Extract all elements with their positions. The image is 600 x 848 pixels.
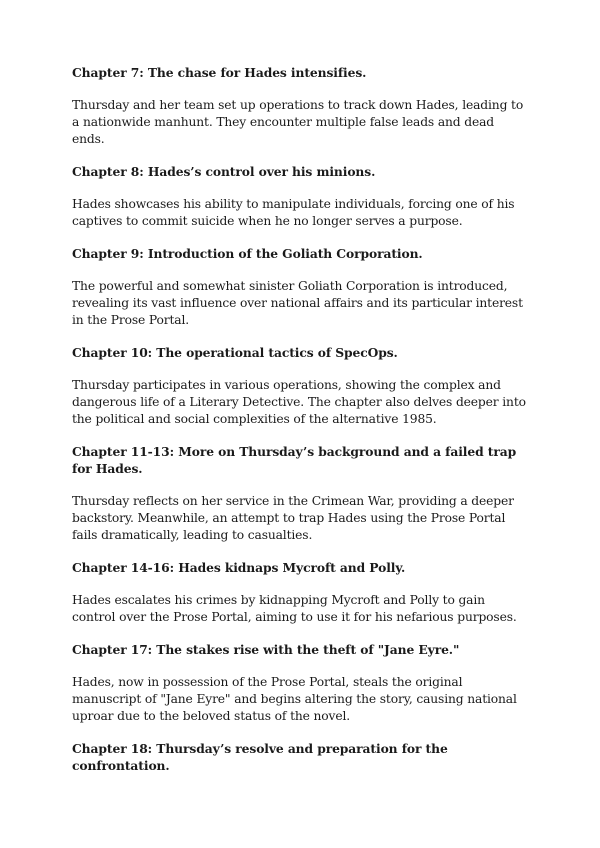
- chapter-11-13-section: [72, 443, 527, 544]
- chapter-8-section: [72, 163, 527, 230]
- chapter-heading: Chapter 9: Introduction of the Goliath Corporation.: [72, 246, 423, 261]
- chapter-summary: Hades, now in possession of the Prose Portal, steals the original manuscript of "Jane Eyre" and begins altering the story, causing national uproar due to the beloved status of the novel.: [72, 675, 517, 723]
- chapter-heading: Chapter 14-16: Hades kidnaps Mycroft and Polly.: [72, 560, 406, 575]
- chapter-summary: Hades escalates his crimes by kidnapping Mycroft and Polly to gain control over the Prose Portal, aiming to use it for his nefarious purposes.: [72, 593, 517, 624]
- chapter-heading: Chapter 10: The operational tactics of SpecOps.: [72, 345, 398, 360]
- chapter-18-section: [72, 740, 527, 774]
- chapter-heading: Chapter 11-13: More on Thursday’s background and a failed trap for Hades.: [72, 444, 517, 476]
- chapter-heading: Chapter 17: The stakes rise with the theft of "Jane Eyre.": [72, 642, 460, 657]
- chapter-heading: Chapter 8: Hades’s control over his minions.: [72, 164, 376, 179]
- chapter-heading: Chapter 18: Thursday’s resolve and preparation for the confrontation.: [72, 741, 448, 773]
- document-page: [72, 64, 527, 790]
- chapter-summary: Thursday and her team set up operations to track down Hades, leading to a nationwide manhunt. They encounter multiple false leads and dead ends.: [72, 98, 524, 146]
- chapter-summary: Thursday participates in various operations, showing the complex and dangerous life of a Literary Detective. The chapter also delves deeper into the political and social complexities of the alternative 1985.: [72, 378, 526, 426]
- chapter-heading: Chapter 7: The chase for Hades intensifies.: [72, 65, 367, 80]
- chapter-summary: Hades showcases his ability to manipulate individuals, forcing one of his captives to commit suicide when he no longer serves a purpose.: [72, 197, 515, 228]
- chapter-10-section: [72, 344, 527, 428]
- chapter-14-16-section: [72, 559, 527, 626]
- chapter-17-section: [72, 641, 527, 725]
- chapter-7-section: [72, 64, 527, 148]
- chapter-summary: The powerful and somewhat sinister Goliath Corporation is introduced, revealing its vast influence over national affairs and its particular interest in the Prose Portal.: [72, 279, 523, 327]
- chapter-9-section: [72, 245, 527, 329]
- chapter-summary: Thursday reflects on her service in the Crimean War, providing a deeper backstory. Meanwhile, an attempt to trap Hades using the Prose Portal fails dramatically, leading to casualties.: [72, 494, 514, 542]
